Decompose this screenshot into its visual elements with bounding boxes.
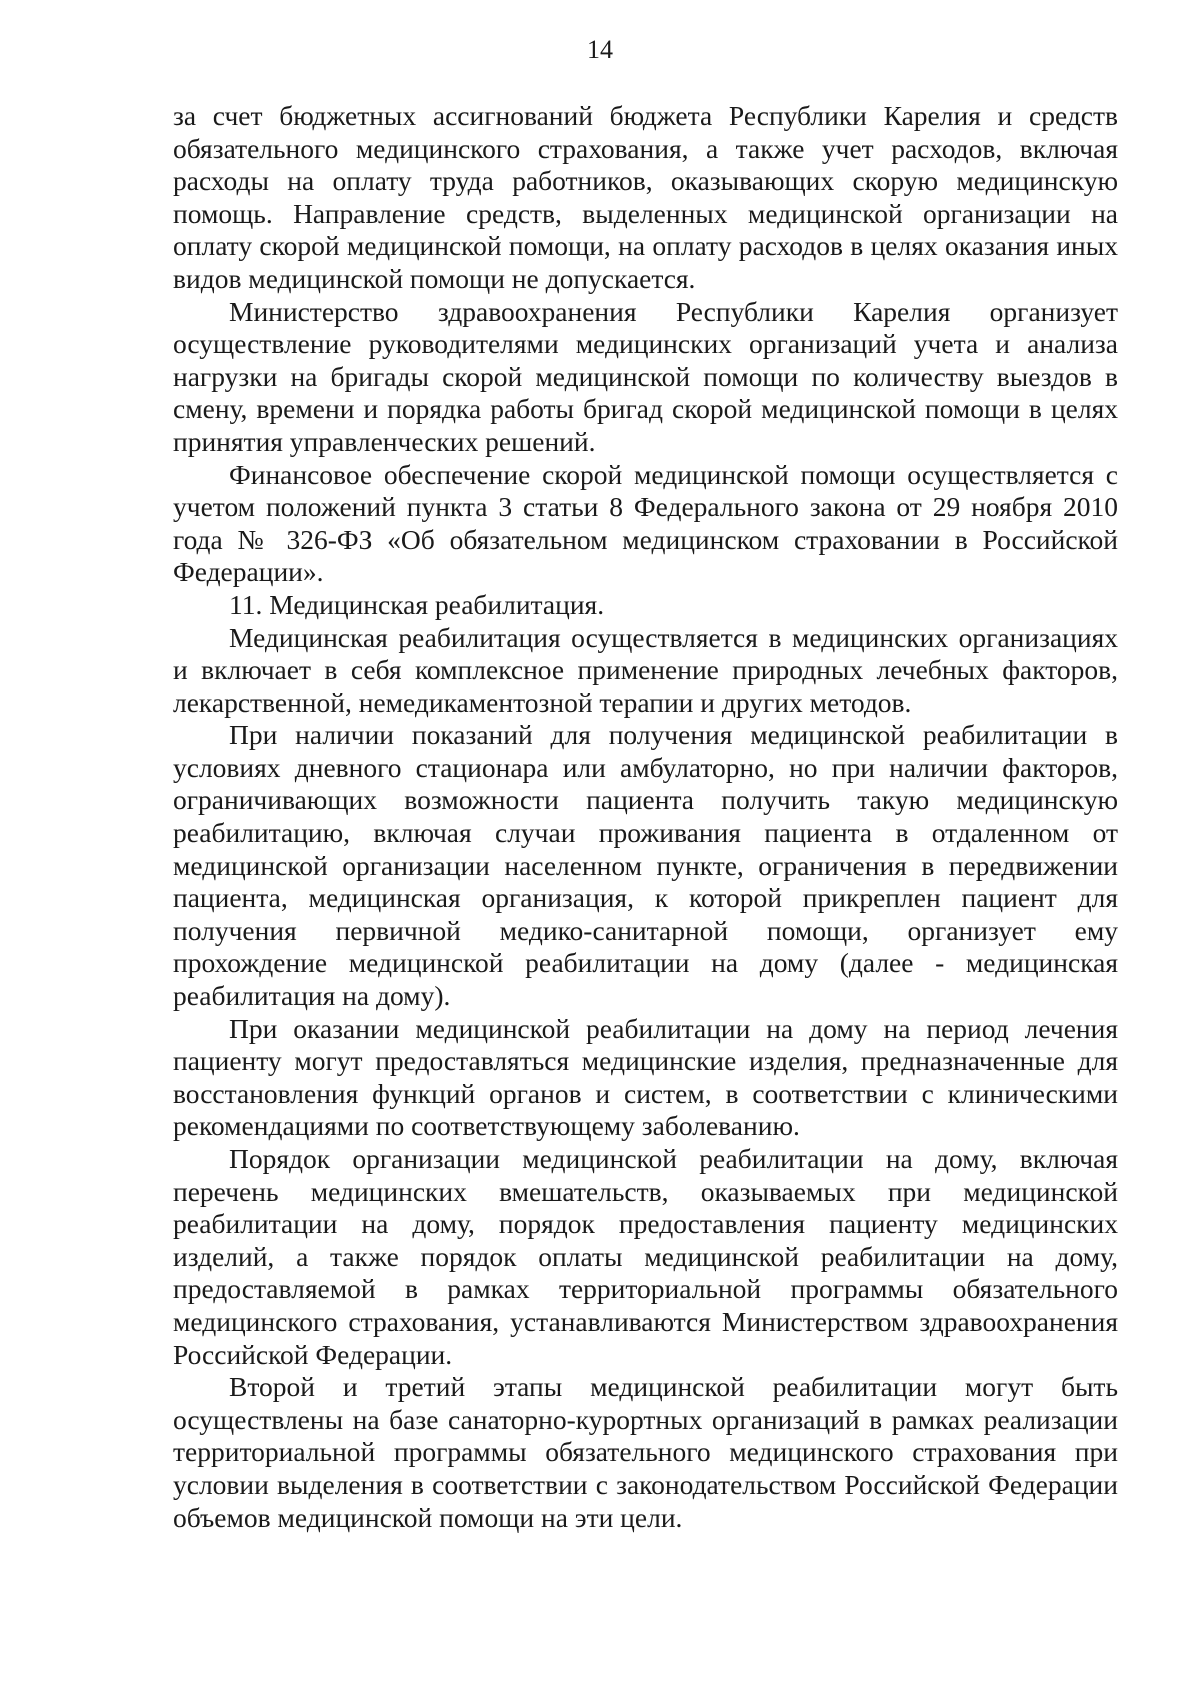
- paragraph-ministry-workload-analysis: Министерство здравоохранения Республики Карелия организует осуществление руководителями медицинских организаций учета и анализа нагрузки на бригады скорой медицинской помощи по количеству выездов в смену, времени и порядка работы бригад скорой медицинской помощи в целях принятия управленческих решений.: [173, 295, 1118, 457]
- document-body: [173, 100, 1118, 1534]
- paragraph-home-rehabilitation-procedure: Порядок организации медицинской реабилитации на дому, включая перечень медицинских вмешательств, оказываемых при медицинской реабилитации на дому, порядок предоставления пациенту медицинских изделий, а также порядок оплаты медицинской реабилитации на дому, предоставляемой в рамках территориальной программы обязательного медицинского страхования, устанавливаются Министерством здравоохранения Российской Федерации.: [173, 1143, 1118, 1370]
- paragraph-medical-devices: При оказании медицинской реабилитации на дому на период лечения пациенту могут предоставляться медицинские изделия, предназначенные для восстановления функций органов и систем, в соответствии с клиническими рекомендациями по соответствующему заболеванию.: [173, 1012, 1118, 1142]
- page-number: 14: [587, 35, 613, 64]
- section-heading-rehabilitation: 11. Медицинская реабилитация.: [229, 588, 605, 620]
- paragraph-rehabilitation-stages: Второй и третий этапы медицинской реабилитации могут быть осуществлены на базе санаторно-курортных организаций в рамках реализации территориальной программы обязательного медицинского страхования при условии выделения в соответствии с законодательством Российской Федерации объемов медицинской помощи на эти цели.: [173, 1371, 1118, 1533]
- paragraph-home-rehabilitation: При наличии показаний для получения медицинской реабилитации в условиях дневного стационара или амбулаторно, но при наличии факторов, ограничивающих возможности пациента получить такую медицинскую реабилитацию, включая случаи проживания пациента в отдаленном от медицинской организации населенном пункте, ограничения в передвижении пациента, медицинская организация, к которой прикреплен пациент для получения первичной медико-санитарной помощи, организует ему прохождение медицинской реабилитации на дому (далее - медицинская реабилитация на дому).: [173, 719, 1118, 1012]
- paragraph-emergency-care-funding: за счет бюджетных ассигнований бюджета Республики Карелия и средств обязательного медицинского страхования, а также учет расходов, включая расходы на оплату труда работников, оказывающих скорую медицинскую помощь. Направление средств, выделенных медицинской организации на оплату скорой медицинской помощи, на оплату расходов в целях оказания иных видов медицинской помощи не допускается.: [173, 100, 1118, 294]
- paragraph-rehabilitation-definition: Медицинская реабилитация осуществляется в медицинских организациях и включает в себя комплексное применение природных лечебных факторов, лекарственной, немедикаментозной терапии и других методов.: [173, 621, 1118, 718]
- paragraph-financial-provision: Финансовое обеспечение скорой медицинской помощи осуществляется с учетом положений пункта 3 статьи 8 Федерального закона от 29 ноября 2010 года № 326-ФЗ «Об обязательном медицинском страховании в Российской Федерации».: [173, 458, 1118, 588]
